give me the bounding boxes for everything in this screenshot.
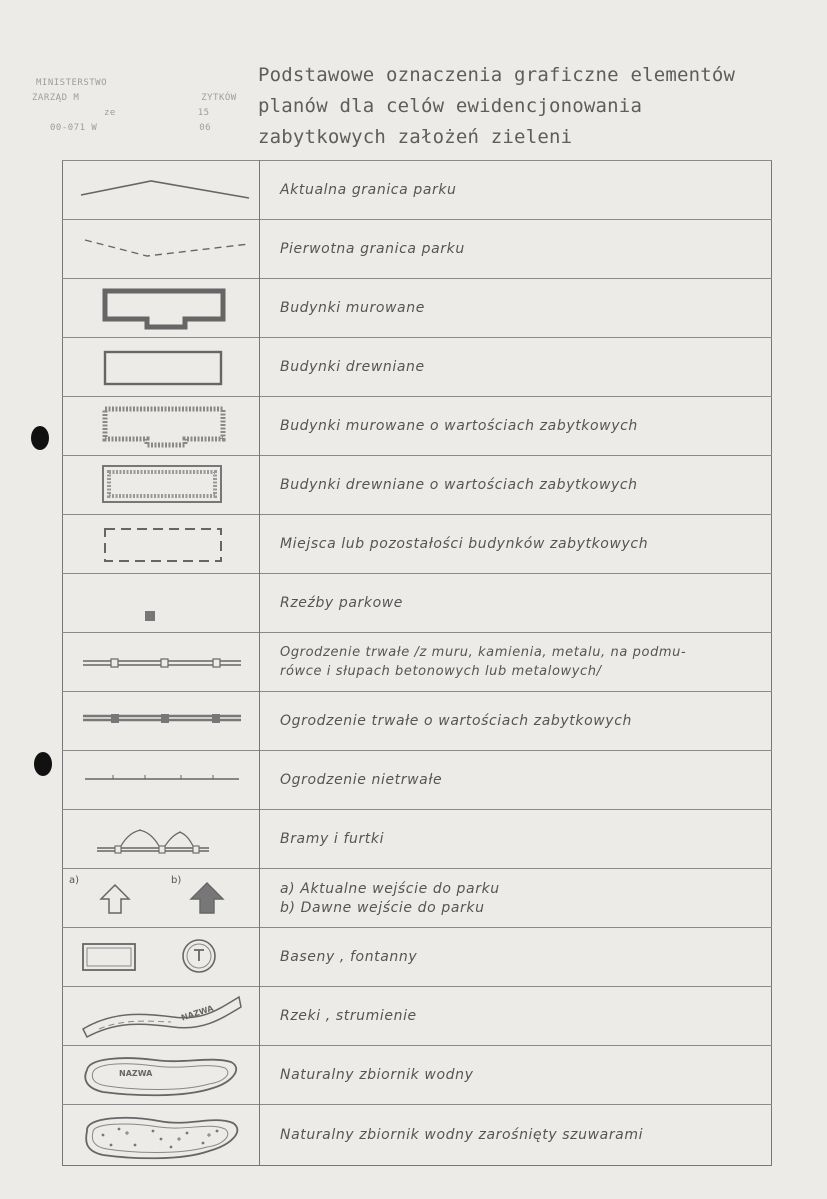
legend-row [63, 869, 772, 928]
overgrown-pond-symbol [63, 1105, 259, 1165]
page-title [258, 60, 778, 153]
river-symbol [63, 987, 259, 1045]
legend-row [63, 397, 772, 456]
legend-row [63, 633, 772, 692]
legend-label: Budynki murowane o wartościach zabytkowych [280, 418, 638, 434]
park-sculpture-symbol [63, 574, 259, 632]
legend-label: Baseny , fontanny [280, 949, 418, 965]
legend-row [63, 220, 772, 279]
punch-hole-lower [34, 752, 52, 776]
solid-boundary-symbol [63, 161, 259, 219]
legend-label: Ogrodzenie nietrwałe [280, 772, 443, 788]
legend-row [63, 456, 772, 515]
pool-fountain-symbol [63, 928, 259, 986]
temporary-fence-symbol [63, 751, 259, 809]
dashed-boundary-symbol [63, 220, 259, 278]
title-line-1: Podstawowe oznaczenia graficzne elementów [258, 64, 736, 86]
legend-label: Budynki murowane [280, 300, 425, 316]
legend-label-continued: b) Dawne wejście do parku [280, 899, 485, 916]
legend-label: Aktualna granica parku [280, 182, 457, 198]
gate-symbol [63, 810, 259, 868]
natural-pond-symbol [63, 1046, 259, 1104]
pond-name-tag: NAZWA [119, 1069, 153, 1078]
legend-label: Naturalny zbiornik wodny [280, 1067, 474, 1083]
legend-row [63, 338, 772, 397]
stamp-line: 00-071 W [50, 123, 98, 133]
legend-label-continued: rówce i słupach betonowych lub metalowych/ [280, 664, 602, 679]
masonry-building-symbol [63, 279, 259, 337]
legend-label: Miejsca lub pozostałości budynków zabytkowych [280, 536, 649, 552]
legend-row [63, 1105, 772, 1166]
marker-a: a) [69, 875, 80, 886]
historic-fence-symbol [63, 692, 259, 750]
legend-label: Rzeki , strumienie [280, 1008, 417, 1024]
legend-label: Rzeźby parkowe [280, 595, 404, 611]
legend-row [63, 574, 772, 633]
legend-label: Ogrodzenie trwałe o wartościach zabytkowych [280, 713, 632, 729]
legend-label: Bramy i furtki [280, 831, 385, 847]
legend-row [63, 1046, 772, 1105]
legend-row [63, 987, 772, 1046]
stamp-line: ze [104, 108, 116, 118]
legend-row [63, 751, 772, 810]
punch-hole-upper [31, 426, 49, 450]
legend-table [62, 160, 772, 1166]
legend-label: Naturalny zbiornik wodny zarośnięty szuwarami [280, 1127, 644, 1143]
building-remains-symbol [63, 515, 259, 573]
legend-label: Ogrodzenie trwałe /z muru, kamienia, metalu, na podmu- [280, 645, 687, 660]
legend-row [63, 928, 772, 987]
stamp-line: 06 [199, 123, 212, 133]
office-stamp [14, 76, 254, 136]
legend-row [63, 279, 772, 338]
park-entrance-symbol [63, 869, 259, 927]
historic-masonry-building-symbol [63, 397, 259, 455]
permanent-fence-symbol [63, 633, 259, 691]
legend-label: Pierwotna granica parku [280, 241, 465, 257]
legend-row [63, 515, 772, 574]
marker-b: b) [171, 875, 182, 886]
stamp-line: ZYTKÓW [201, 93, 237, 103]
legend-label: Budynki drewniane o wartościach zabytkowych [280, 477, 638, 493]
stamp-line: ZARZĄD M [32, 93, 80, 103]
historic-wooden-building-symbol [63, 456, 259, 514]
stamp-line: MINISTERSTWO [36, 78, 108, 88]
title-line-2: planów dla celów ewidencjonowania [258, 95, 643, 117]
legend-row [63, 692, 772, 751]
legend-row [63, 161, 772, 220]
title-line-3: zabytkowych założeń zieleni [258, 126, 573, 148]
river-name-tag: NAZWA [180, 1003, 215, 1023]
legend-row [63, 810, 772, 869]
legend-label: Budynki drewniane [280, 359, 425, 375]
stamp-line: 15 [197, 108, 210, 118]
wooden-building-symbol [63, 338, 259, 396]
legend-label: a) Aktualne wejście do parku [280, 880, 500, 897]
